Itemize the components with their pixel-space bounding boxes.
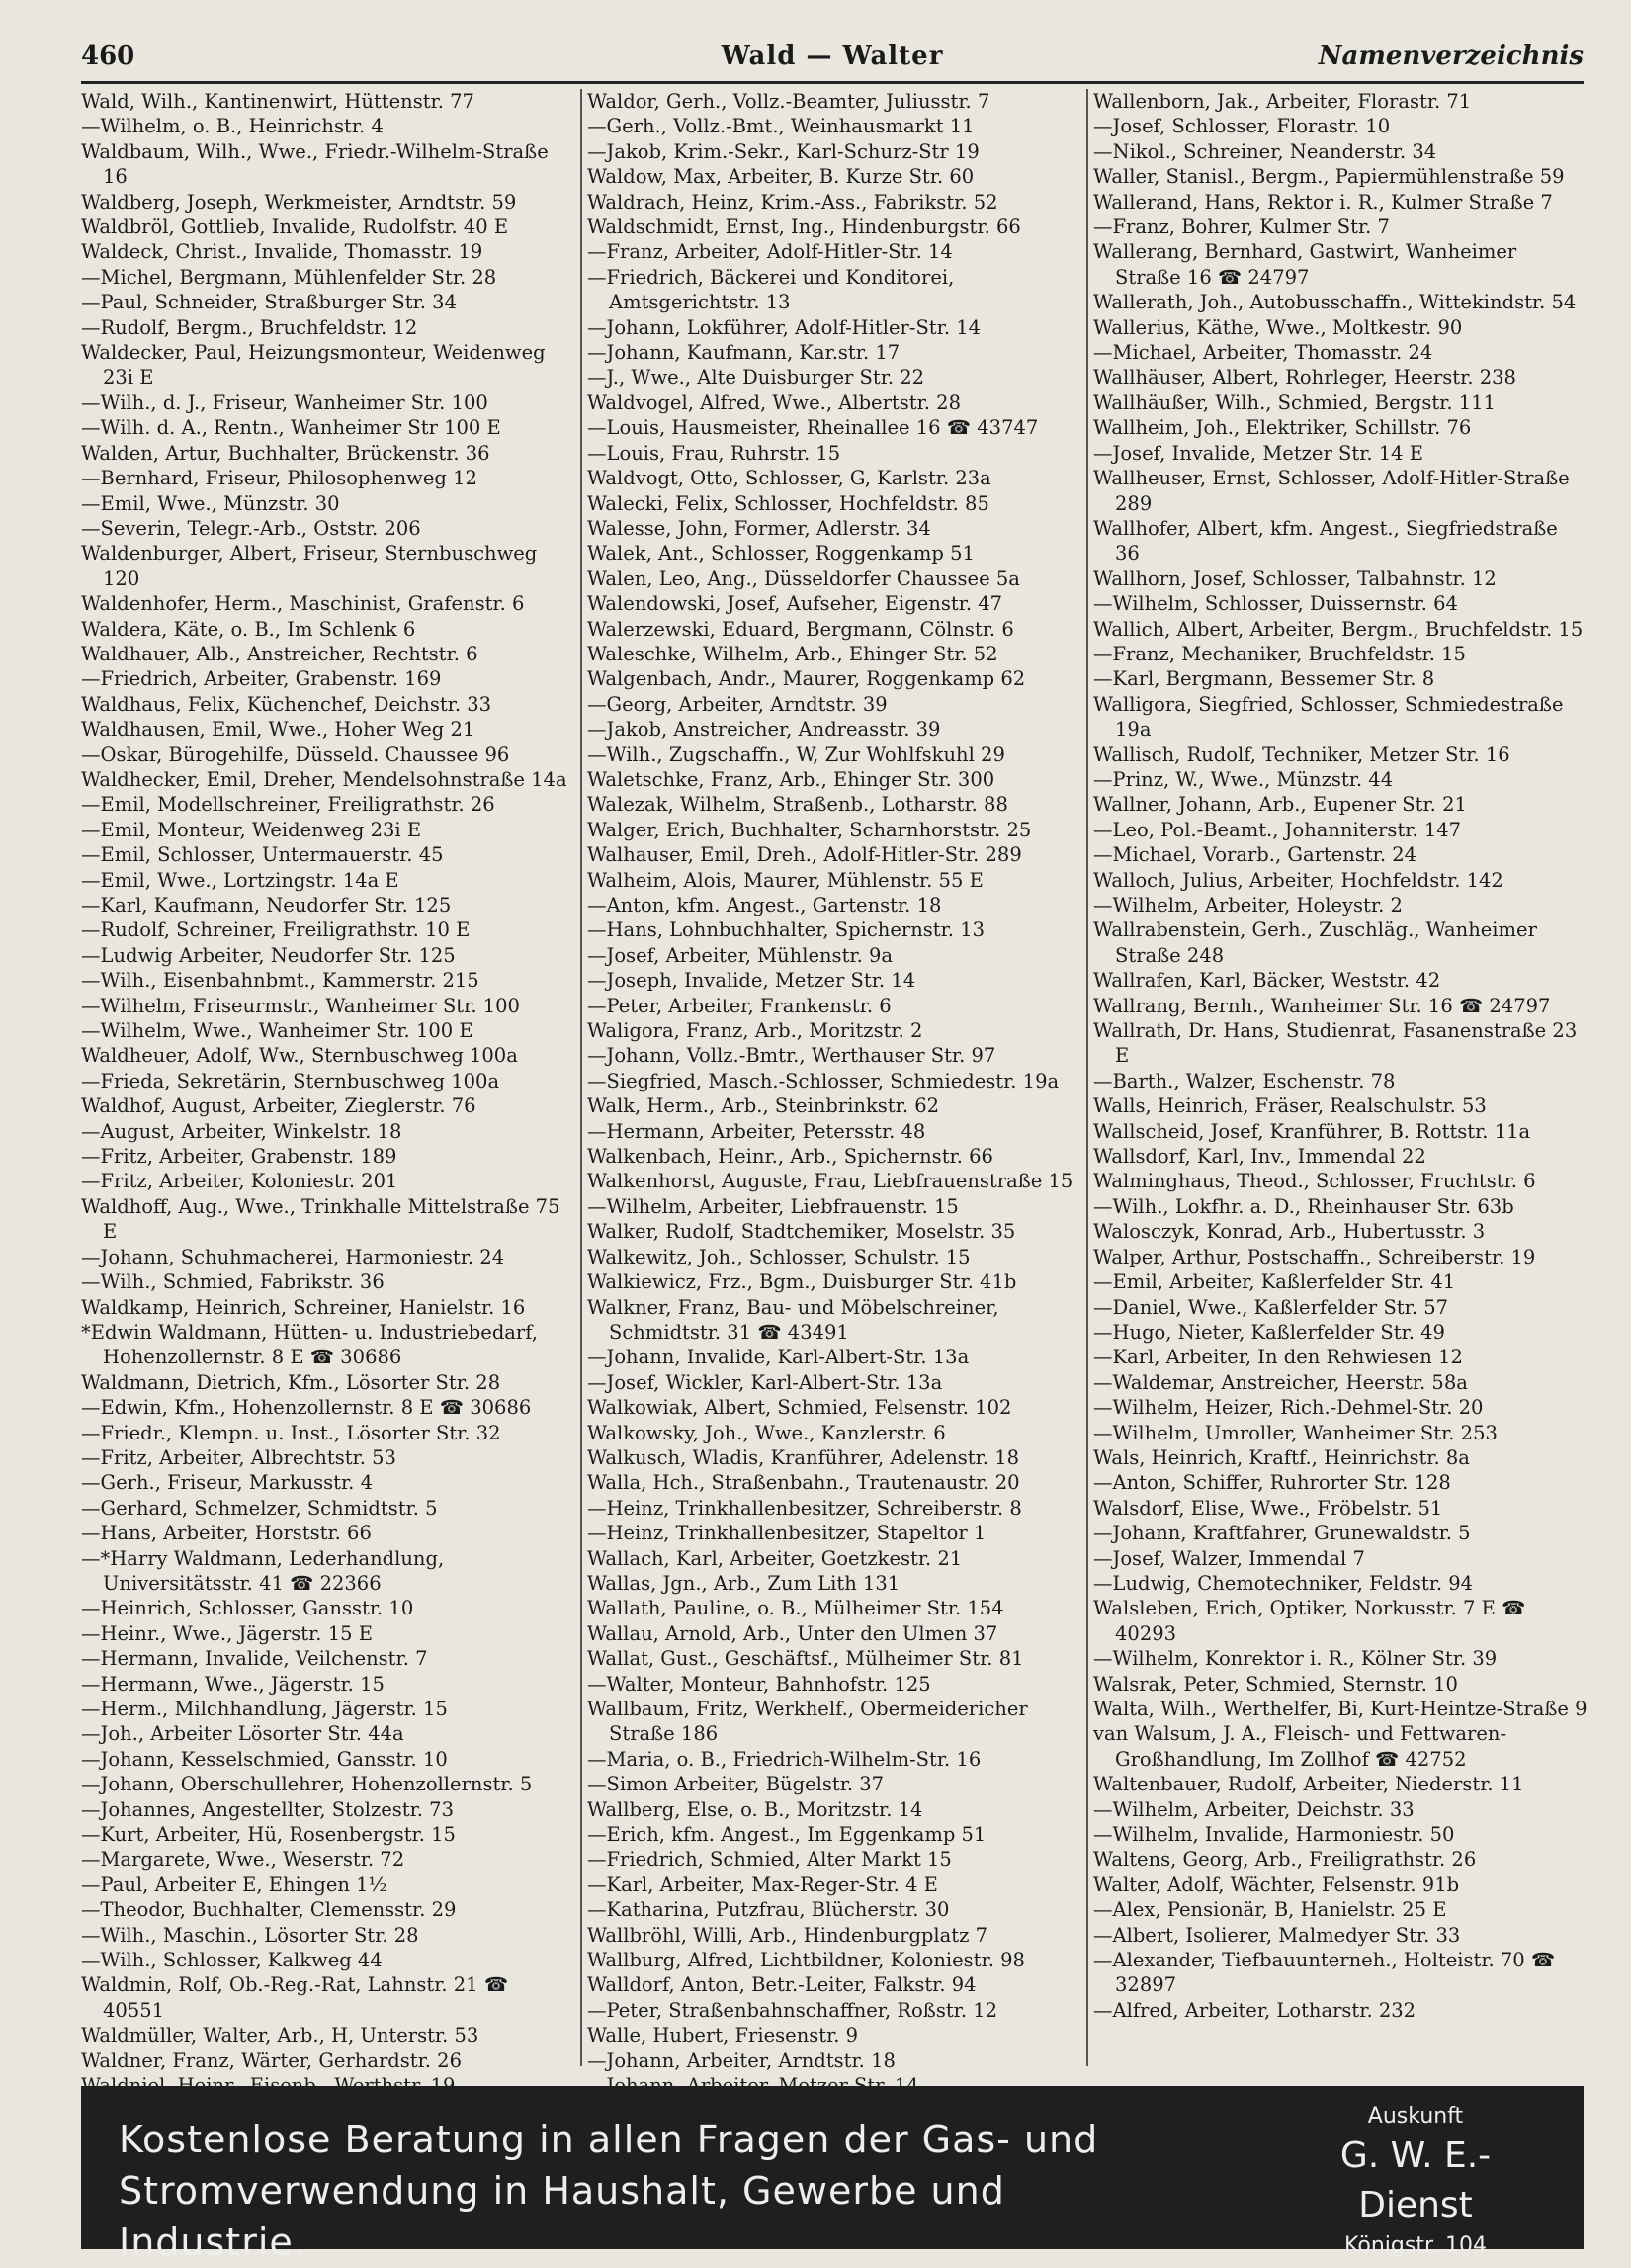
- directory-entry: Wallerang, Bernhard, Gastwirt, Wanheimer Straße 16 ☎ 24797: [1093, 240, 1517, 289]
- directory-entry: —Franz, Arbeiter, Adolf-Hitler-Str. 14: [587, 240, 953, 264]
- directory-entry: —Emil, Wwe., Lortzingstr. 14a E: [81, 868, 399, 892]
- directory-entry: Walkowsky, Joh., Wwe., Kanzlerstr. 6: [587, 1421, 946, 1444]
- directory-entry: Waleschke, Wilhelm, Arb., Ehinger Str. 52: [587, 642, 998, 665]
- directory-entry: —Edwin, Kfm., Hohenzollernstr. 8 E ☎ 30686: [81, 1396, 532, 1420]
- directory-entry: Wallerand, Hans, Rektor i. R., Kulmer Straße 7: [1093, 190, 1553, 214]
- directory-entry: —Heinz, Trinkhallenbesitzer, Schreiberstr. 8: [587, 1496, 1022, 1520]
- column-2: [587, 89, 1081, 2072]
- directory-entry: —Johann, Invalide, Karl-Albert-Str. 13a: [587, 1346, 970, 1369]
- directory-entry: —Johann, Arbeiter, Arndtstr. 18: [587, 2049, 896, 2072]
- directory-entry: Waldenhofer, Herm., Maschinist, Grafenstr. 6: [81, 592, 525, 616]
- directory-entry: —Kurt, Arbeiter, Hü, Rosenbergstr. 15: [81, 1823, 456, 1847]
- directory-entry: Wallner, Johann, Arb., Eupener Str. 21: [1093, 793, 1467, 817]
- directory-entry: —Anton, Schiffer, Ruhrorter Str. 128: [1093, 1471, 1451, 1495]
- directory-entry: —Franz, Bohrer, Kulmer Str. 7: [1093, 216, 1390, 239]
- directory-entry: —Margarete, Wwe., Weserstr. 72: [81, 1848, 405, 1872]
- directory-entry: —Friedrich, Schmied, Alter Markt 15: [587, 1848, 952, 1872]
- directory-entry: —Josef, Invalide, Metzer Str. 14 E: [1093, 441, 1424, 465]
- directory-entry: *Edwin Waldmann, Hütten- u. Industriebedarf, Hohenzollernstr. 8 E ☎ 30686: [81, 1320, 538, 1369]
- directory-entry: Waltens, Georg, Arb., Freiligrathstr. 26: [1093, 1848, 1477, 1872]
- directory-entry: Walheim, Alois, Maurer, Mühlenstr. 55 E: [587, 868, 984, 892]
- section-title: Namenverzeichnis: [1318, 42, 1584, 71]
- ad-contact: [1287, 2102, 1544, 2262]
- directory-entry: —Wilhelm, Heizer, Rich.-Dehmel-Str. 20: [1093, 1396, 1484, 1420]
- directory-entry: —Karl, Arbeiter, In den Rehwiesen 12: [1093, 1346, 1463, 1369]
- directory-entry: Walle, Hubert, Friesenstr. 9: [587, 2024, 859, 2048]
- directory-entry: Walter, Adolf, Wächter, Felsenstr. 91b: [1093, 1873, 1460, 1896]
- directory-entry: —Wilh., d. J., Friseur, Wanheimer Str. 100: [81, 391, 488, 414]
- directory-entry: Walecki, Felix, Schlosser, Hochfeldstr. 85: [587, 491, 989, 515]
- directory-entry: Waldmüller, Walter, Arb., H, Unterstr. 53: [81, 2024, 479, 2048]
- directory-entry: Wallrabenstein, Gerh., Zuschläg., Wanheimer Straße 248: [1093, 918, 1537, 967]
- ad-info-name: G. W. E.-Dienst: [1339, 2136, 1492, 2225]
- directory-entry: —Hermann, Wwe., Jägerstr. 15: [81, 1672, 385, 1696]
- directory-entry: Wallach, Karl, Arbeiter, Goetzkestr. 21: [587, 1546, 963, 1570]
- directory-entry: Walla, Hch., Straßenbahn., Trautenaustr. 20: [587, 1471, 1020, 1495]
- ad-line-2: Stromverwendung in Haushalt, Gewerbe und Industrie.: [119, 2169, 1005, 2264]
- directory-entry: Walkewitz, Joh., Schlosser, Schulstr. 15: [587, 1245, 971, 1268]
- directory-entry: Waldmin, Rolf, Ob.-Reg.-Rat, Lahnstr. 21 ☎ 40551: [81, 1973, 509, 2022]
- directory-entry: Waldor, Gerh., Vollz.-Beamter, Juliusstr. 7: [587, 90, 990, 113]
- directory-entry: —Herm., Milchhandlung, Jägerstr. 15: [81, 1698, 448, 1720]
- directory-entry: Waldhof, August, Arbeiter, Zieglerstr. 76: [81, 1094, 476, 1118]
- directory-entry: —Wilhelm, Arbeiter, Liebfrauenstr. 15: [587, 1194, 959, 1218]
- directory-entry: Waldner, Franz, Wärter, Gerhardstr. 26: [81, 2049, 462, 2072]
- directory-entry: —Wilhelm, Invalide, Harmoniestr. 50: [1093, 1823, 1455, 1847]
- directory-entry: Wals, Heinrich, Kraftf., Heinrichstr. 8a: [1093, 1445, 1470, 1469]
- directory-entry: Walendowski, Josef, Aufseher, Eigenstr. 47: [587, 592, 1003, 616]
- directory-entry: Wallheim, Joh., Elektriker, Schillstr. 76: [1093, 416, 1472, 440]
- directory-entry: Waldhaus, Felix, Küchenchef, Deichstr. 33: [81, 692, 492, 716]
- directory-entry: —Louis, Hausmeister, Rheinallee 16 ☎ 43747: [587, 416, 1039, 440]
- directory-entry: —Prinz, W., Wwe., Münzstr. 44: [1093, 767, 1394, 791]
- directory-entry: —Hugo, Nieter, Kaßlerfelder Str. 49: [1093, 1320, 1445, 1344]
- directory-entry: Waldvogt, Otto, Schlosser, G, Karlstr. 23a: [587, 467, 991, 490]
- directory-entry: Waldschmidt, Ernst, Ing., Hindenburgstr. 66: [587, 216, 1021, 239]
- directory-entry: —Franz, Mechaniker, Bruchfeldstr. 15: [1093, 642, 1466, 665]
- directory-entry: —Johann, Kaufmann, Kar.str. 17: [587, 341, 901, 365]
- directory-entry: —Hermann, Arbeiter, Petersstr. 48: [587, 1119, 926, 1143]
- directory-entry: Walk, Herm., Arb., Steinbrinkstr. 62: [587, 1094, 940, 1118]
- directory-entry: Walen, Leo, Ang., Düsseldorfer Chaussee 5a: [587, 567, 1020, 590]
- directory-entry: Wallsdorf, Karl, Inv., Immendal 22: [1093, 1145, 1426, 1169]
- directory-entry: Walls, Heinrich, Fräser, Realschulstr. 53: [1093, 1094, 1487, 1118]
- directory-entry: Waldkamp, Heinrich, Schreiner, Hanielstr. 16: [81, 1295, 526, 1319]
- directory-entry: —J., Wwe., Alte Duisburger Str. 22: [587, 366, 925, 390]
- directory-entry: —Josef, Arbeiter, Mühlenstr. 9a: [587, 943, 894, 967]
- directory-entry: —Gerh., Vollz.-Bmt., Weinhausmarkt 11: [587, 115, 975, 138]
- directory-entry: van Walsum, J. A., Fleisch- und Fettwaren-Großhandlung, Im Zollhof ☎ 42752: [1093, 1722, 1507, 1771]
- columns: [81, 89, 1588, 2072]
- directory-entry: —Emil, Monteur, Weidenweg 23i E: [81, 818, 422, 841]
- directory-entry: Waldberg, Joseph, Werkmeister, Arndtstr. 59: [81, 190, 517, 214]
- directory-entry: Walek, Ant., Schlosser, Roggenkamp 51: [587, 542, 975, 566]
- directory-entry: —Alex, Pensionär, B, Hanielstr. 25 E: [1093, 1898, 1447, 1922]
- column-3: [1093, 89, 1588, 2066]
- directory-entry: —Wilhelm, Wwe., Wanheimer Str. 100 E: [81, 1019, 473, 1043]
- page-title: Wald — Walter: [721, 42, 944, 71]
- directory-entry: —Barth., Walzer, Eschenstr. 78: [1093, 1069, 1396, 1092]
- directory-entry: —Johann, Kraftfahrer, Grunewaldstr. 5: [1093, 1522, 1471, 1545]
- directory-entry: —Fritz, Arbeiter, Albrechtstr. 53: [81, 1445, 396, 1469]
- directory-entry: —Josef, Wickler, Karl-Albert-Str. 13a: [587, 1370, 943, 1394]
- directory-entry: Waldow, Max, Arbeiter, B. Kurze Str. 60: [587, 165, 975, 189]
- directory-entry: —Karl, Bergmann, Bessemer Str. 8: [1093, 667, 1435, 691]
- directory-entry: Walsrak, Peter, Schmied, Sternstr. 10: [1093, 1672, 1458, 1696]
- directory-entry: Walligora, Siegfried, Schlosser, Schmiedestraße 19a: [1093, 692, 1564, 741]
- directory-entry: Waldhausen, Emil, Wwe., Hoher Weg 21: [81, 718, 475, 741]
- directory-entry: Walosczyk, Konrad, Arb., Hubertusstr. 3: [1093, 1220, 1486, 1244]
- directory-entry: —Albert, Isolierer, Malmedyer Str. 33: [1093, 1923, 1461, 1947]
- directory-entry: —Joseph, Invalide, Metzer Str. 14: [587, 969, 916, 993]
- directory-entry: Wallerath, Joh., Autobusschaffn., Wittekindstr. 54: [1093, 291, 1577, 314]
- advertisement-banner: [81, 2086, 1584, 2264]
- directory-entry: Wallrafen, Karl, Bäcker, Weststr. 42: [1093, 969, 1441, 993]
- directory-entry: —Leo, Pol.-Beamt., Johanniterstr. 147: [1093, 818, 1462, 841]
- directory-entry: Walden, Artur, Buchhalter, Brückenstr. 36: [81, 441, 490, 465]
- directory-entry: Walloch, Julius, Arbeiter, Hochfeldstr. 142: [1093, 868, 1503, 892]
- page-header: [81, 42, 1584, 81]
- directory-entry: Waltenbauer, Rudolf, Arbeiter, Niederstr. 11: [1093, 1773, 1524, 1796]
- directory-entry: —Josef, Schlosser, Florastr. 10: [1093, 115, 1391, 138]
- directory-entry: —Wilhelm, o. B., Heinrichstr. 4: [81, 115, 384, 138]
- directory-entry: —Maria, o. B., Friedrich-Wilhelm-Str. 16: [587, 1747, 982, 1771]
- directory-entry: —Nikol., Schreiner, Neanderstr. 34: [1093, 139, 1437, 163]
- directory-entry: Waletschke, Franz, Arb., Ehinger Str. 300: [587, 767, 995, 791]
- directory-entry: —Peter, Straßenbahnschaffner, Roßstr. 12: [587, 1998, 998, 2022]
- directory-entry: —Ludwig, Chemotechniker, Feldstr. 94: [1093, 1571, 1474, 1595]
- directory-entry: Walminghaus, Theod., Schlosser, Fruchtstr. 6: [1093, 1170, 1536, 1193]
- directory-entry: —Wilh., Schmied, Fabrikstr. 36: [81, 1270, 385, 1294]
- directory-entry: Wallich, Albert, Arbeiter, Bergm., Bruchfeldstr. 15: [1093, 617, 1584, 641]
- directory-entry: —Oskar, Bürogehilfe, Düsseld. Chaussee 96: [81, 742, 510, 766]
- directory-entry: —Ludwig Arbeiter, Neudorfer Str. 125: [81, 943, 456, 967]
- directory-entry: Waligora, Franz, Arb., Moritzstr. 2: [587, 1019, 923, 1043]
- directory-entry: —Emil, Arbeiter, Kaßlerfelder Str. 41: [1093, 1270, 1456, 1294]
- directory-entry: Wallburg, Alfred, Lichtbildner, Koloniestr. 98: [587, 1949, 1025, 1972]
- directory-entry: —Johann, Kesselschmied, Gansstr. 10: [81, 1747, 448, 1771]
- ad-info-label: Auskunft: [1367, 2104, 1464, 2129]
- directory-entry: Walkusch, Wladis, Kranführer, Adelenstr. 18: [587, 1445, 1020, 1469]
- directory-entry: —Heinr., Wwe., Jägerstr. 15 E: [81, 1621, 373, 1645]
- directory-entry: —Johann, Lokführer, Adolf-Hitler-Str. 14: [587, 315, 982, 339]
- directory-entry: —Theodor, Buchhalter, Clemensstr. 29: [81, 1898, 457, 1922]
- directory-entry: —Michel, Bergmann, Mühlenfelder Str. 28: [81, 265, 497, 289]
- directory-entry: Waldmann, Dietrich, Kfm., Lösorter Str. 28: [81, 1370, 501, 1394]
- directory-entry: Walkner, Franz, Bau- und Möbelschreiner, Schmidtstr. 31 ☎ 43491: [587, 1295, 999, 1344]
- column-1: [81, 89, 575, 2072]
- directory-entry: Waldhauer, Alb., Anstreicher, Rechtstr. 6: [81, 642, 478, 665]
- directory-entry: Wallbröhl, Willi, Arb., Hindenburgplatz 7: [587, 1923, 987, 1947]
- directory-entry: Wallau, Arnold, Arb., Unter den Ulmen 37: [587, 1621, 998, 1645]
- directory-entry: Wallas, Jgn., Arb., Zum Lith 131: [587, 1571, 901, 1595]
- directory-entry: —Fritz, Arbeiter, Grabenstr. 189: [81, 1145, 397, 1169]
- directory-entry: —Waldemar, Anstreicher, Heerstr. 58a: [1093, 1370, 1468, 1394]
- directory-entry: —Heinrich, Schlosser, Gansstr. 10: [81, 1597, 414, 1620]
- directory-entry: Walesse, John, Former, Adlerstr. 34: [587, 516, 931, 540]
- directory-entry: —Gerh., Friseur, Markusstr. 4: [81, 1471, 373, 1495]
- directory-entry: —Friedrich, Arbeiter, Grabenstr. 169: [81, 667, 442, 691]
- directory-entry: Walkenbach, Heinr., Arb., Spichernstr. 66: [587, 1145, 993, 1169]
- directory-entry: Waldenburger, Albert, Friseur, Sternbuschweg 120: [81, 542, 538, 590]
- directory-entry: —Louis, Frau, Ruhrstr. 15: [587, 441, 841, 465]
- directory-entry: —Rudolf, Bergm., Bruchfeldstr. 12: [81, 315, 418, 339]
- directory-entry: —Michael, Vorarb., Gartenstr. 24: [1093, 843, 1417, 867]
- directory-entry: —Rudolf, Schreiner, Freiligrathstr. 10 E: [81, 918, 471, 942]
- directory-entry: Waldbröl, Gottlieb, Invalide, Rudolfstr. 40 E: [81, 216, 509, 239]
- directory-entry: Waldera, Käte, o. B., Im Schlenk 6: [81, 617, 416, 641]
- directory-entry: Walkenhorst, Auguste, Frau, Liebfrauenstraße 15: [587, 1170, 1073, 1193]
- directory-entry: Waldhoff, Aug., Wwe., Trinkhalle Mittelstraße 75 E: [81, 1194, 560, 1244]
- directory-entry: —Anton, kfm. Angest., Gartenstr. 18: [587, 894, 942, 916]
- directory-entry: —Hans, Arbeiter, Horststr. 66: [81, 1522, 372, 1545]
- directory-entry: Waldeck, Christ., Invalide, Thomasstr. 19: [81, 240, 483, 264]
- directory-entry: Wallerius, Käthe, Wwe., Moltkestr. 90: [1093, 315, 1463, 339]
- directory-entry: Wallbaum, Fritz, Werkhelf., Obermeidericher Straße 186: [587, 1698, 1028, 1746]
- directory-entry: —Wilh., Zugschaffn., W, Zur Wohlfskuhl 29: [587, 742, 1005, 766]
- directory-entry: Walkiewicz, Frz., Bgm., Duisburger Str. 41b: [587, 1270, 1017, 1294]
- directory-entry: —Simon Arbeiter, Bügelstr. 37: [587, 1773, 885, 1796]
- directory-entry: —Katharina, Putzfrau, Blücherstr. 30: [587, 1898, 950, 1922]
- directory-entry: —Joh., Arbeiter Lösorter Str. 44a: [81, 1722, 404, 1746]
- directory-entry: Waldecker, Paul, Heizungsmonteur, Weidenweg 23i E: [81, 341, 546, 390]
- directory-entry: Wallisch, Rudolf, Techniker, Metzer Str. 16: [1093, 742, 1510, 766]
- directory-entry: Wallheuser, Ernst, Schlosser, Adolf-Hitler-Straße 289: [1093, 467, 1570, 515]
- directory-entry: —Gerhard, Schmelzer, Schmidtstr. 5: [81, 1496, 438, 1520]
- ad-line-1: Kostenlose Beratung in allen Fragen der Gas- und: [119, 2118, 1099, 2161]
- directory-entry: Wallhäußer, Wilh., Schmied, Bergstr. 111: [1093, 391, 1496, 414]
- directory-entry: Wallhäuser, Albert, Rohrleger, Heerstr. 238: [1093, 366, 1516, 390]
- directory-entry: Walkowiak, Albert, Schmied, Felsenstr. 102: [587, 1396, 1012, 1420]
- directory-entry: —Alexander, Tiefbauunterneh., Holteistr. 70 ☎ 32897: [1093, 1949, 1556, 1997]
- directory-entry: —Jakob, Krim.-Sekr., Karl-Schurz-Str 19: [587, 139, 980, 163]
- directory-entry: —*Harry Waldmann, Lederhandlung, Universitätsstr. 41 ☎ 22366: [81, 1546, 445, 1595]
- directory-entry: Wald, Wilh., Kantinenwirt, Hüttenstr. 77: [81, 90, 474, 113]
- directory-entry: Wallath, Pauline, o. B., Mülheimer Str. 154: [587, 1597, 1004, 1620]
- directory-entry: —Siegfried, Masch.-Schlosser, Schmiedestr. 19a: [587, 1069, 1060, 1092]
- directory-entry: Wallhorn, Josef, Schlosser, Talbahnstr. 12: [1093, 567, 1497, 590]
- directory-entry: —Hans, Lohnbuchhalter, Spichernstr. 13: [587, 918, 986, 942]
- directory-entry: —Paul, Arbeiter E, Ehingen 1½: [81, 1873, 387, 1896]
- directory-entry: —Frieda, Sekretärin, Sternbuschweg 100a: [81, 1069, 500, 1092]
- directory-entry: —Johannes, Angestellter, Stolzestr. 73: [81, 1797, 454, 1821]
- directory-entry: —Peter, Arbeiter, Frankenstr. 6: [587, 994, 892, 1017]
- directory-entry: —Wilh., Schlosser, Kalkweg 44: [81, 1949, 383, 1972]
- directory-entry: —August, Arbeiter, Winkelstr. 18: [81, 1119, 402, 1143]
- directory-entry: —Johann, Vollz.-Bmtr., Werthauser Str. 97: [587, 1044, 996, 1068]
- directory-entry: —Wilh., Maschin., Lösorter Str. 28: [81, 1923, 419, 1947]
- directory-entry: —Alfred, Arbeiter, Lotharstr. 232: [1093, 1998, 1416, 2022]
- directory-entry: —Paul, Schneider, Straßburger Str. 34: [81, 291, 457, 314]
- header-rule: [81, 81, 1584, 84]
- directory-entry: —Wilhelm, Umroller, Wanheimer Str. 253: [1093, 1421, 1498, 1444]
- directory-entry: Wallhofer, Albert, kfm. Angest., Siegfriedstraße 36: [1093, 516, 1558, 566]
- directory-entry: —Johann, Schuhmacherei, Harmoniestr. 24: [81, 1245, 505, 1268]
- directory-page: [81, 30, 1588, 2264]
- directory-entry: Walgenbach, Andr., Maurer, Roggenkamp 62: [587, 667, 1026, 691]
- directory-entry: Walhauser, Emil, Dreh., Adolf-Hitler-Str. 289: [587, 843, 1022, 867]
- directory-entry: Wallrang, Bernh., Wanheimer Str. 16 ☎ 24797: [1093, 994, 1551, 1017]
- directory-entry: —Walter, Monteur, Bahnhofstr. 125: [587, 1672, 931, 1696]
- directory-entry: —Josef, Walzer, Immendal 7: [1093, 1546, 1365, 1570]
- directory-entry: —Jakob, Anstreicher, Andreasstr. 39: [587, 718, 941, 741]
- directory-entry: Wallat, Gust., Geschäftsf., Mülheimer Str. 81: [587, 1647, 1024, 1671]
- directory-entry: Wallberg, Else, o. B., Moritzstr. 14: [587, 1797, 923, 1821]
- directory-entry: —Wilh., Lokfhr. a. D., Rheinhauser Str. 63b: [1093, 1194, 1514, 1218]
- directory-entry: —Daniel, Wwe., Kaßlerfelder Str. 57: [1093, 1295, 1449, 1319]
- directory-entry: Waldvogel, Alfred, Wwe., Albertstr. 28: [587, 391, 961, 414]
- directory-entry: Wallenborn, Jak., Arbeiter, Florastr. 71: [1093, 90, 1472, 113]
- directory-entry: —Wilhelm, Konrektor i. R., Kölner Str. 39: [1093, 1647, 1498, 1671]
- directory-entry: Wallscheid, Josef, Kranführer, B. Rottstr. 11a: [1093, 1119, 1531, 1143]
- directory-entry: —Emil, Schlosser, Untermauerstr. 45: [81, 843, 444, 867]
- directory-entry: —Friedr., Klempn. u. Inst., Lösorter Str. 32: [81, 1421, 501, 1444]
- directory-entry: —Wilhelm, Arbeiter, Holeystr. 2: [1093, 894, 1403, 916]
- directory-entry: Walper, Arthur, Postschaffn., Schreiberstr. 19: [1093, 1245, 1536, 1268]
- ad-text: [119, 2114, 1186, 2268]
- directory-entry: —Michael, Arbeiter, Thomasstr. 24: [1093, 341, 1433, 365]
- directory-entry: Walerzewski, Eduard, Bergmann, Cölnstr. 6: [587, 617, 1014, 641]
- directory-entry: Waldbaum, Wilh., Wwe., Friedr.-Wilhelm-Straße 16: [81, 139, 549, 189]
- directory-entry: —Hermann, Invalide, Veilchenstr. 7: [81, 1647, 428, 1671]
- directory-entry: —Fritz, Arbeiter, Koloniestr. 201: [81, 1170, 398, 1193]
- directory-entry: Waldhecker, Emil, Dreher, Mendelsohnstraße 14a: [81, 767, 567, 791]
- directory-entry: —Heinz, Trinkhallenbesitzer, Stapeltor 1: [587, 1522, 987, 1545]
- directory-entry: Waldrach, Heinz, Krim.-Ass., Fabrikstr. 52: [587, 190, 998, 214]
- directory-entry: Wallrath, Dr. Hans, Studienrat, Fasanenstraße 23 E: [1093, 1019, 1578, 1068]
- directory-entry: —Bernhard, Friseur, Philosophenweg 12: [81, 467, 477, 490]
- ad-info-address: Königstr. 104: [1344, 2233, 1487, 2258]
- directory-entry: Waller, Stanisl., Bergm., Papiermühlenstraße 59: [1093, 165, 1565, 189]
- page-number: 460: [81, 42, 135, 71]
- directory-entry: —Georg, Arbeiter, Arndtstr. 39: [587, 692, 888, 716]
- directory-entry: —Johann, Oberschullehrer, Hohenzollernstr. 5: [81, 1773, 533, 1796]
- directory-entry: Walldorf, Anton, Betr.-Leiter, Falkstr. 94: [587, 1973, 977, 1997]
- directory-entry: —Karl, Kaufmann, Neudorfer Str. 125: [81, 894, 452, 916]
- directory-entry: —Karl, Arbeiter, Max-Reger-Str. 4 E: [587, 1873, 938, 1896]
- directory-entry: Walsleben, Erich, Optiker, Norkusstr. 7 E ☎ 40293: [1093, 1597, 1526, 1645]
- directory-entry: —Wilhelm, Arbeiter, Deichstr. 33: [1093, 1797, 1415, 1821]
- directory-entry: Walezak, Wilhelm, Straßenb., Lotharstr. 88: [587, 793, 1008, 817]
- directory-entry: Walsdorf, Elise, Wwe., Fröbelstr. 51: [1093, 1496, 1443, 1520]
- directory-entry: —Wilh. d. A., Rentn., Wanheimer Str 100 E: [81, 416, 501, 440]
- directory-entry: Walger, Erich, Buchhalter, Scharnhorststr. 25: [587, 818, 1032, 841]
- directory-entry: Walta, Wilh., Werthelfer, Bi, Kurt-Heintze-Straße 9: [1093, 1698, 1588, 1720]
- directory-entry: —Emil, Wwe., Münzstr. 30: [81, 491, 340, 515]
- directory-entry: Waldheuer, Adolf, Ww., Sternbuschweg 100a: [81, 1044, 518, 1068]
- directory-entry: —Emil, Modellschreiner, Freiligrathstr. 26: [81, 793, 495, 817]
- directory-entry: —Wilhelm, Schlosser, Duissernstr. 64: [1093, 592, 1458, 616]
- directory-entry: —Wilhelm, Friseurmstr., Wanheimer Str. 100: [81, 994, 520, 1017]
- directory-entry: —Severin, Telegr.-Arb., Oststr. 206: [81, 516, 421, 540]
- directory-entry: —Friedrich, Bäckerei und Konditorei, Amtsgerichtstr. 13: [587, 265, 955, 314]
- directory-entry: Walker, Rudolf, Stadtchemiker, Moselstr. 35: [587, 1220, 1016, 1244]
- directory-entry: —Wilh., Eisenbahnbmt., Kammerstr. 215: [81, 969, 479, 993]
- directory-entry: —Erich, kfm. Angest., Im Eggenkamp 51: [587, 1823, 987, 1847]
